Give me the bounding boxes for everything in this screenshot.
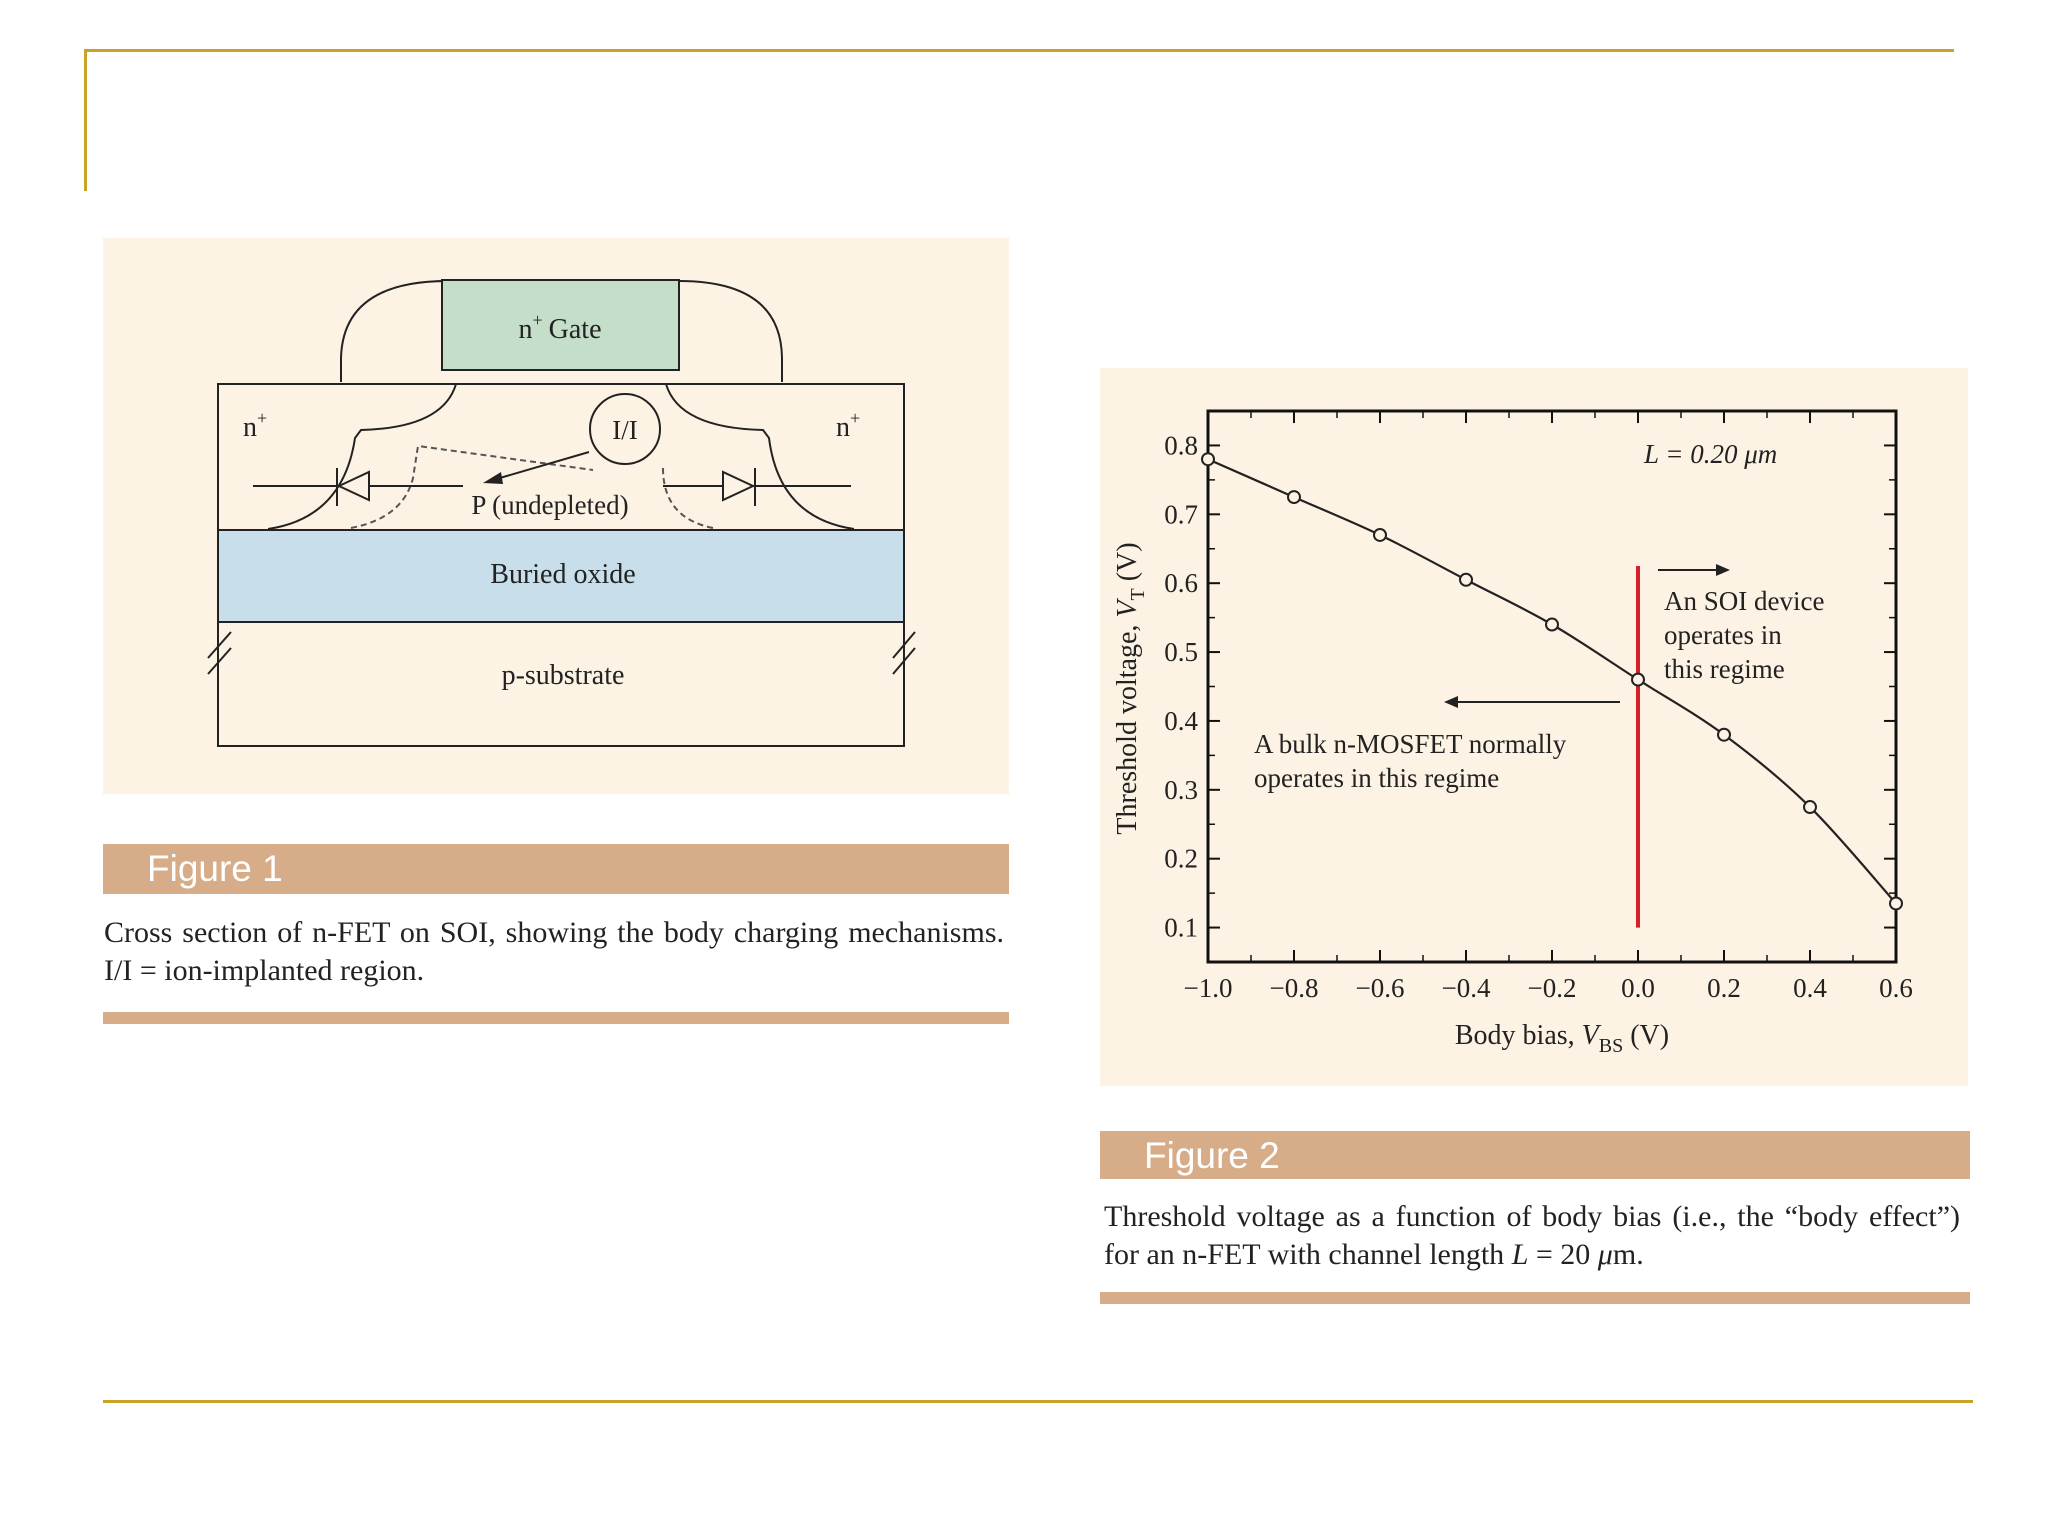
- length-annotation: L = 0.20 μm: [1644, 439, 1778, 469]
- data-point: [1374, 529, 1386, 541]
- left-accent-line: [84, 49, 87, 191]
- p-region-label: P (undepleted): [471, 490, 629, 520]
- y-tick-label: 0.6: [1164, 568, 1198, 599]
- soi-annotation-line3: this regime: [1664, 654, 1785, 684]
- y-tick-label: 0.3: [1164, 774, 1198, 805]
- x-tick-label: −0.2: [1527, 973, 1577, 1003]
- x-tick-label: 0.4: [1793, 973, 1827, 1003]
- x-tick-label: −0.8: [1269, 973, 1319, 1003]
- figure1-caption: Cross section of n-FET on SOI, showing the body charging mechanisms. I/I = ion-implanted region.: [104, 916, 1004, 987]
- x-tick-label: 0.6: [1879, 973, 1913, 1003]
- plot-frame: [1208, 411, 1896, 962]
- y-tick-label: 0.2: [1164, 843, 1198, 874]
- figure1-label-band: [103, 844, 1009, 894]
- x-tick-label: −1.0: [1183, 973, 1233, 1003]
- data-point: [1460, 574, 1472, 586]
- gate-label: n+ Gate: [518, 310, 602, 345]
- data-point: [1632, 674, 1644, 686]
- figure1-panel: [103, 238, 1009, 794]
- figure1-bottom-rule: [103, 1012, 1009, 1024]
- y-tick-label: 0.4: [1164, 705, 1198, 736]
- bottom-accent-line: [103, 1400, 1973, 1403]
- figure2-label-band: [1100, 1131, 1970, 1179]
- figure2-bottom-rule: [1100, 1292, 1970, 1304]
- soi-annotation-line1: An SOI device: [1664, 586, 1825, 616]
- x-tick-label: −0.4: [1441, 973, 1491, 1003]
- x-tick-label: 0.2: [1707, 973, 1741, 1003]
- bulk-arrow-icon: [1444, 696, 1458, 708]
- buried-oxide-label: Buried oxide: [490, 559, 636, 590]
- x-tick-label: −0.6: [1355, 973, 1405, 1003]
- bulk-annotation-line1: A bulk n-MOSFET normally: [1254, 729, 1567, 759]
- nplus-right-label: n+: [836, 408, 861, 443]
- soi-arrow-icon: [1716, 564, 1730, 576]
- y-tick-label: 0.8: [1164, 430, 1198, 461]
- data-point: [1804, 801, 1816, 813]
- nplus-left-label: n+: [243, 408, 268, 443]
- bulk-annotation-line2: operates in this regime: [1254, 763, 1500, 793]
- data-point: [1718, 729, 1730, 741]
- x-axis-label: Body bias, $V_{BS}$ (V): [1454, 1020, 1670, 1057]
- x-tick-label: 0.0: [1621, 973, 1655, 1003]
- data-point: [1890, 897, 1902, 909]
- figure2-label: Figure 2: [1144, 1135, 1280, 1176]
- data-point: [1202, 453, 1214, 465]
- threshold-voltage-chart: [1100, 368, 1968, 1086]
- diode-right-icon: [723, 472, 753, 500]
- y-axis-label: Threshold voltage, $V_T$ (V): [1112, 542, 1149, 835]
- y-tick-label: 0.7: [1164, 499, 1198, 530]
- figure1-diagram: [103, 238, 1009, 794]
- figure1-label: Figure 1: [147, 848, 283, 889]
- y-tick-label: 0.1: [1164, 912, 1198, 943]
- figure2-panel: [1100, 368, 1968, 1086]
- data-point: [1546, 619, 1558, 631]
- top-accent-line: [84, 49, 1954, 52]
- ii-label: I/I: [612, 415, 638, 445]
- soi-annotation-line2: operates in: [1664, 620, 1782, 650]
- substrate-label: p-substrate: [501, 660, 625, 691]
- figure2-caption: Threshold voltage as a function of body bias (i.e., the “body effect”) for an n-FET with channel length L = 20 μm.: [1104, 1200, 1960, 1271]
- data-point: [1288, 491, 1300, 503]
- y-tick-label: 0.5: [1164, 637, 1198, 668]
- threshold-voltage-curve: [1208, 459, 1896, 903]
